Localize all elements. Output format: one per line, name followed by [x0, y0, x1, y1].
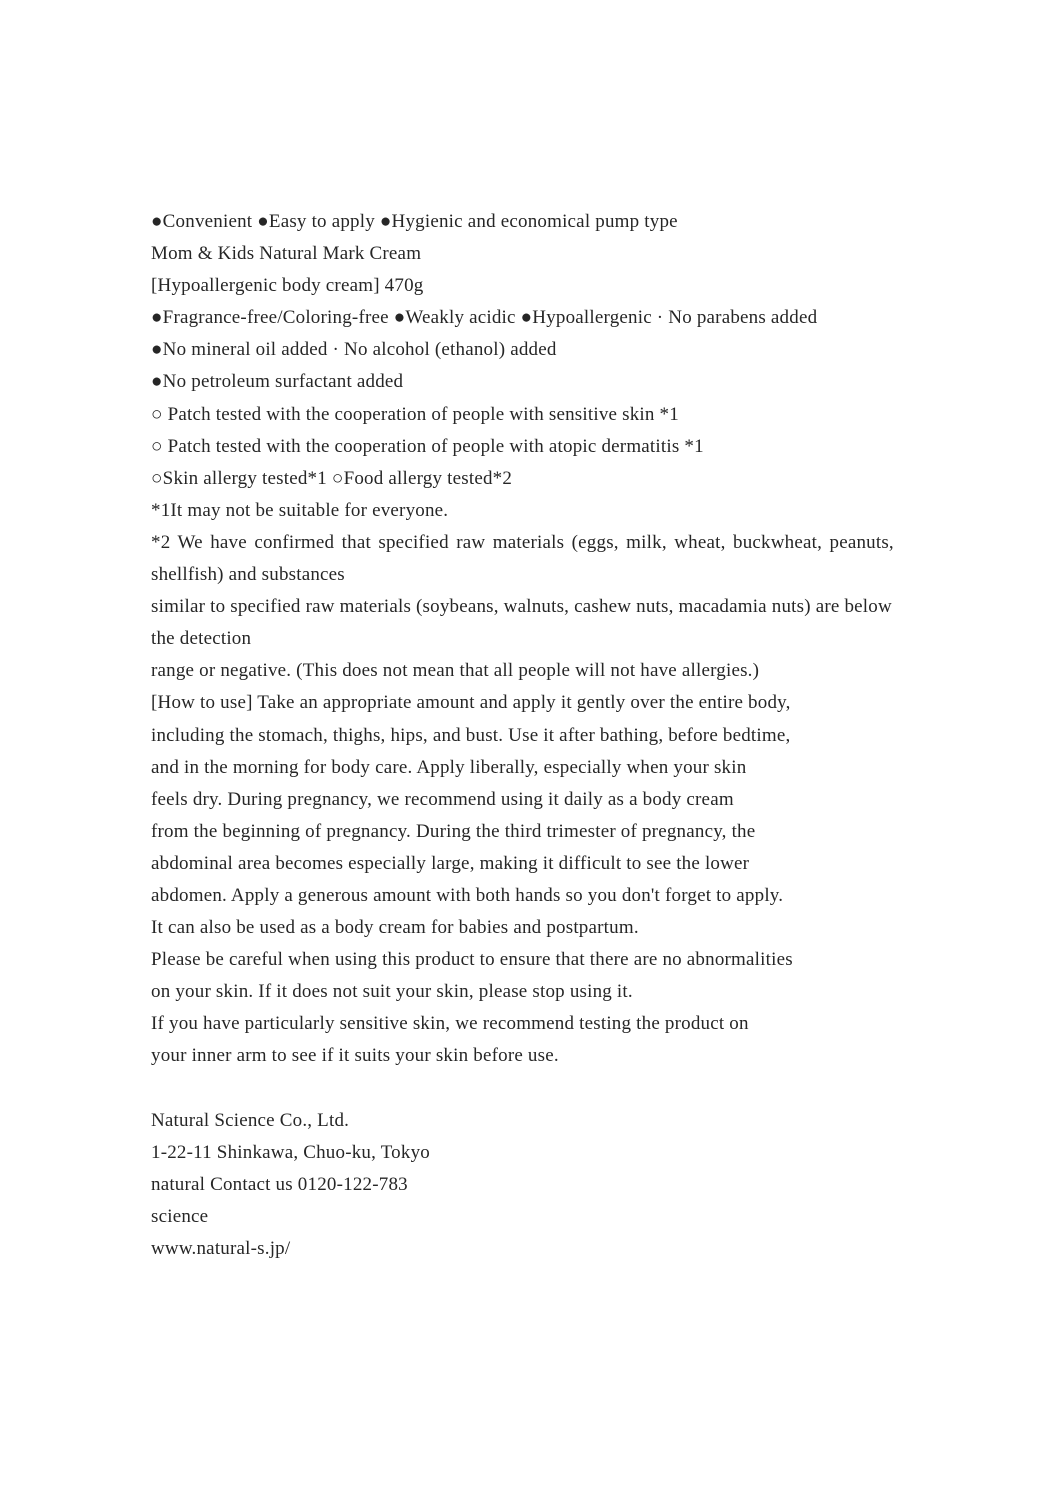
company-name: Natural Science Co., Ltd. — [151, 1109, 350, 1131]
caution-line-3: If you have particularly sensitive skin, we recommend testing the product on — [151, 1013, 749, 1035]
footnote-2-line-1: *2 We have confirmed that specified raw materials (eggs, milk, wheat, buckwheat, peanuts, — [151, 531, 894, 553]
patch-test-line-2: ○ Patch tested with the cooperation of people with atopic dermatitis *1 — [151, 435, 704, 457]
product-features-line: ●Convenient ●Easy to apply ●Hygienic and economical pump type — [151, 211, 678, 232]
how-to-use-line-5: from the beginning of pregnancy. During the third trimester of pregnancy, the — [151, 820, 756, 842]
allergy-test-line: ○Skin allergy tested*1 ○Food allergy tested*2 — [151, 467, 513, 489]
patch-test-line-1: ○ Patch tested with the cooperation of people with sensitive skin *1 — [151, 403, 679, 425]
company-website: www.natural-s.jp/ — [151, 1238, 291, 1259]
footnote-1: *1It may not be suitable for everyone. — [151, 499, 449, 521]
caution-line-4: your inner arm to see if it suits your skin before use. — [151, 1045, 559, 1067]
claims-line-3: ●No petroleum surfactant added — [151, 371, 404, 393]
company-address: 1-22-11 Shinkawa, Chuo-ku, Tokyo — [151, 1141, 430, 1163]
document-page — [151, 206, 951, 1265]
footnote-2-line-5: range or negative. (This does not mean that all people will not have allergies.) — [151, 660, 760, 682]
caution-line-2: on your skin. If it does not suit your skin, please stop using it. — [151, 981, 633, 1003]
how-to-use-line-3: and in the morning for body care. Apply liberally, especially when your skin — [151, 756, 747, 778]
footnote-2-line-4: the detection — [151, 628, 252, 650]
footnote-2-line-3: similar to specified raw materials (soybeans, walnuts, cashew nuts, macadamia nuts) are below — [151, 596, 892, 618]
how-to-use-line-2: including the stomach, thighs, hips, and bust. Use it after bathing, before bedtime, — [151, 724, 791, 746]
blank-line — [151, 1073, 951, 1105]
claims-line-2: ●No mineral oil added · No alcohol (ethanol) added — [151, 339, 557, 361]
company-contact: natural Contact us 0120-122-783 — [151, 1173, 408, 1195]
product-name: Mom & Kids Natural Mark Cream — [151, 243, 422, 265]
company-brand: science — [151, 1205, 209, 1227]
how-to-use-line-4: feels dry. During pregnancy, we recommend using it daily as a body cream — [151, 788, 734, 810]
how-to-use-line-7: abdomen. Apply a generous amount with both hands so you don't forget to apply. — [151, 884, 784, 906]
caution-line-1: Please be careful when using this product to ensure that there are no abnormalities — [151, 949, 793, 971]
how-to-use-line-8: It can also be used as a body cream for babies and postpartum. — [151, 917, 639, 939]
footnote-2-line-2: shellfish) and substances — [151, 564, 345, 586]
claims-line-1: ●Fragrance-free/Coloring-free ●Weakly acidic ●Hypoallergenic · No parabens added — [151, 307, 818, 329]
product-spec: [Hypoallergenic body cream] 470g — [151, 275, 424, 297]
how-to-use-line-6: abdominal area becomes especially large, making it difficult to see the lower — [151, 852, 750, 874]
how-to-use-line-1: [How to use] Take an appropriate amount and apply it gently over the entire body, — [151, 692, 791, 714]
